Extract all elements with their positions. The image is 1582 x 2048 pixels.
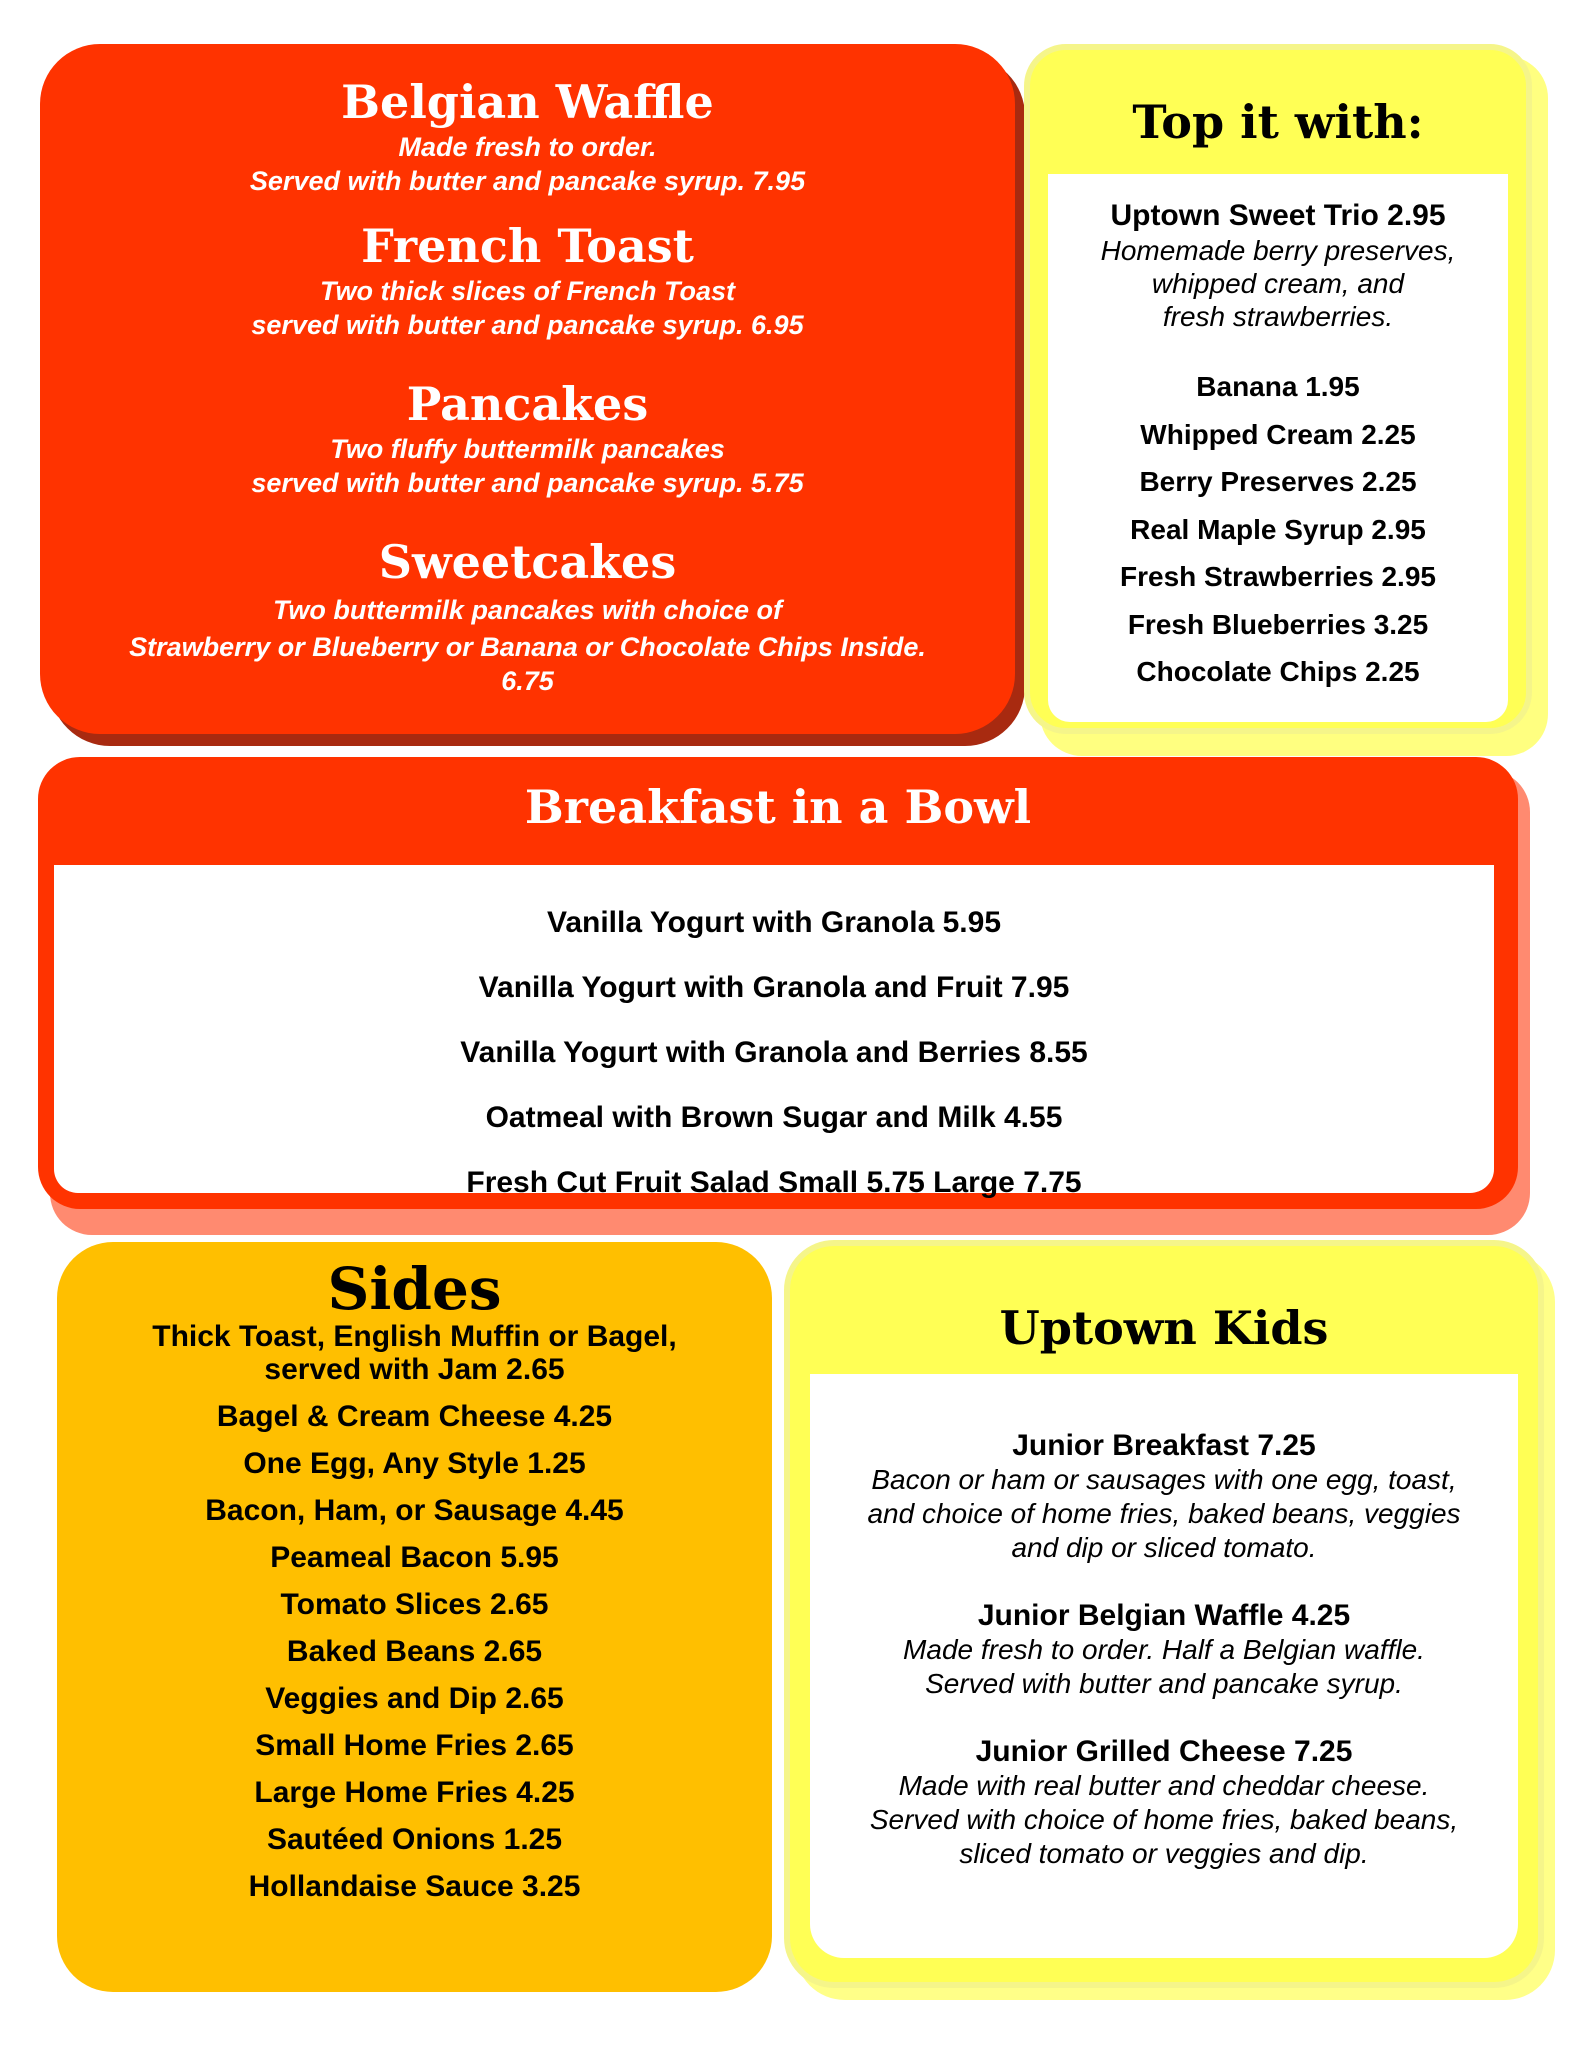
bowl-list-box bbox=[54, 865, 1494, 1199]
entrees-panel bbox=[40, 44, 1015, 734]
kids-title: Uptown Kids bbox=[999, 1301, 1329, 1355]
entree-description: Served with butter and pancake syrup. 7.95 bbox=[249, 166, 806, 196]
kids-item bbox=[810, 1598, 1518, 1701]
kids-item-description: Served with choice of home fries, baked beans, bbox=[869, 1804, 1459, 1835]
kids-item-description: Made fresh to order. Half a Belgian waffle. bbox=[903, 1634, 1425, 1665]
side-item: Tomato Slices 2.65 bbox=[280, 1588, 549, 1621]
trio-description: Homemade berry preserves, bbox=[1100, 235, 1456, 266]
sides-title: Sides bbox=[327, 1255, 502, 1323]
topping-item: Banana 1.95 bbox=[1196, 371, 1360, 402]
topping-item: Whipped Cream 2.25 bbox=[1140, 418, 1416, 450]
side-item: Sautéed Onions 1.25 bbox=[266, 1823, 563, 1856]
entree-title: French Toast bbox=[361, 219, 694, 273]
bowl-item: Vanilla Yogurt with Granola and Fruit 7.95 bbox=[478, 971, 1070, 1004]
bowl-item: Vanilla Yogurt with Granola and Berries 8.55 bbox=[460, 1036, 1088, 1069]
side-item-line: Thick Toast, English Muffin or Bagel, bbox=[152, 1320, 677, 1353]
side-item: Bacon, Ham, or Sausage 4.45 bbox=[205, 1494, 624, 1527]
entree-pancakes bbox=[40, 376, 1015, 500]
side-item: Veggies and Dip 2.65 bbox=[265, 1682, 564, 1715]
toppings-list-box bbox=[1048, 174, 1508, 722]
topping-item: Fresh Blueberries 3.25 bbox=[1127, 608, 1429, 640]
bowl-item: Oatmeal with Brown Sugar and Milk 4.55 bbox=[485, 1101, 1063, 1134]
entree-belgian-waffle bbox=[40, 74, 1015, 198]
toppings-list bbox=[1048, 363, 1508, 696]
entree-description: served with butter and pancake syrup. 6.95 bbox=[251, 310, 804, 340]
kids-item-name: Junior Breakfast 7.25 bbox=[1012, 1429, 1316, 1462]
topping-item: Berry Preserves 2.25 bbox=[1139, 466, 1417, 497]
side-item: Baked Beans 2.65 bbox=[286, 1635, 543, 1668]
entree-description: served with butter and pancake syrup. 5.75 bbox=[251, 468, 804, 498]
kids-item-description: Bacon or ham or sausages with one egg, toast, bbox=[871, 1464, 1457, 1495]
kids-item-description: Made with real butter and cheddar cheese. bbox=[898, 1770, 1430, 1801]
topping-item: Real Maple Syrup 2.95 bbox=[1130, 513, 1426, 545]
entree-title: Sweetcakes bbox=[378, 535, 677, 589]
toppings-title: Top it with: bbox=[1132, 95, 1424, 149]
entree-price: 6.75 bbox=[501, 666, 554, 696]
entree-description: Made fresh to order. bbox=[398, 132, 657, 162]
kids-item-description: and dip or sliced tomato. bbox=[1011, 1532, 1317, 1563]
bowl-panel bbox=[38, 757, 1518, 1209]
kids-item bbox=[810, 1734, 1518, 1871]
side-item: Small Home Fries 2.65 bbox=[255, 1729, 574, 1762]
kids-list-box bbox=[810, 1374, 1518, 1958]
trio-description: whipped cream, and bbox=[1151, 268, 1405, 299]
trio-description: fresh strawberries. bbox=[1162, 301, 1394, 332]
entree-french-toast bbox=[40, 218, 1015, 342]
side-item bbox=[57, 1320, 772, 1386]
toppings-panel bbox=[1024, 44, 1532, 734]
side-item: Hollandaise Sauce 3.25 bbox=[248, 1870, 581, 1903]
entree-description: Two fluffy buttermilk pancakes bbox=[330, 434, 725, 464]
sides-panel bbox=[57, 1242, 772, 1992]
trio-name: Uptown Sweet Trio 2.95 bbox=[1110, 199, 1446, 232]
side-item-line: served with Jam 2.65 bbox=[264, 1353, 565, 1386]
kids-item-description: Served with butter and pancake syrup. bbox=[925, 1668, 1403, 1699]
side-item: Large Home Fries 4.25 bbox=[254, 1776, 575, 1809]
side-item: Peameal Bacon 5.95 bbox=[270, 1541, 559, 1574]
kids-item-name: Junior Belgian Waffle 4.25 bbox=[977, 1599, 1351, 1632]
kids-item-description: and choice of home fries, baked beans, veggies bbox=[867, 1498, 1461, 1529]
bowl-title: Breakfast in a Bowl bbox=[524, 780, 1032, 834]
side-item: Bagel & Cream Cheese 4.25 bbox=[216, 1400, 613, 1433]
bowl-item: Vanilla Yogurt with Granola 5.95 bbox=[546, 906, 1001, 939]
side-item: One Egg, Any Style 1.25 bbox=[243, 1447, 586, 1480]
bowl-item: Fresh Cut Fruit Salad Small 5.75 Large 7.75 bbox=[466, 1166, 1082, 1199]
topping-item: Fresh Strawberries 2.95 bbox=[1120, 561, 1436, 592]
topping-item: Chocolate Chips 2.25 bbox=[1136, 656, 1420, 687]
kids-item-name: Junior Grilled Cheese 7.25 bbox=[975, 1735, 1353, 1768]
entree-sweetcakes bbox=[40, 534, 1015, 698]
kids-item-description: sliced tomato or veggies and dip. bbox=[959, 1838, 1369, 1869]
kids-item bbox=[810, 1428, 1518, 1565]
kids-panel bbox=[784, 1240, 1544, 1988]
entree-title: Belgian Waffle bbox=[341, 75, 714, 129]
entree-description: Strawberry or Blueberry or Banana or Chocolate Chips Inside. bbox=[129, 632, 926, 662]
entree-title: Pancakes bbox=[406, 377, 649, 431]
entree-description: Two thick slices of French Toast bbox=[319, 276, 736, 306]
entree-description: Two buttermilk pancakes with choice of bbox=[272, 595, 783, 625]
